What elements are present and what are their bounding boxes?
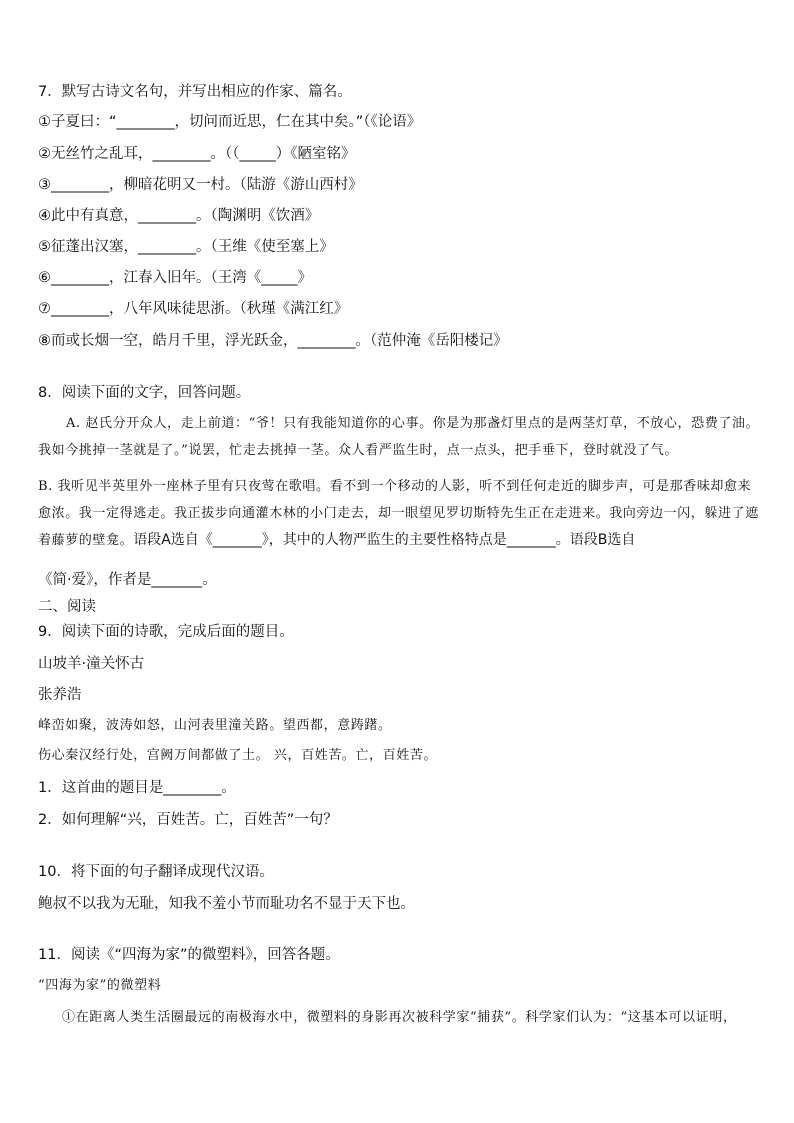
q11-article-title: “四海为家”的微塑料 bbox=[38, 978, 162, 993]
q11-paragraph-1: ①在距离人类生活圈最远的南极海水中，微塑料的身影再次被科学家“捕获”。科学家们认为：“这基本可以证明， bbox=[62, 1010, 737, 1025]
q7-item-3: ③________，柳暗花明又一村。（陆游《游山西村》 bbox=[38, 177, 363, 193]
q7-item-2: ②无丝竹之乱耳，________。（（_____）《陋室铭》 bbox=[38, 146, 356, 162]
q8-last-line: 《简·爱》，作者是_______。 bbox=[38, 572, 217, 588]
q7-item-8: ⑧而或长烟一空，皓月千里，浮光跃金，________。（范仲淹《岳阳楼记》 bbox=[38, 333, 508, 349]
q10-title: 10．将下面的句子翻译成现代汉语。 bbox=[38, 864, 274, 880]
q9-poem-title: 山坡羊·潼关怀古 bbox=[38, 656, 145, 672]
q7-item-7: ⑦________，八年风味徒思浙。（秋瑾《满江红》 bbox=[38, 301, 349, 317]
q9-title: 9．阅读下面的诗歌，完成后面的题目。 bbox=[38, 624, 294, 640]
q7-title: 7．默写古诗文名句，并写出相应的作家、篇名。 bbox=[38, 84, 352, 100]
q9-poem-line-1: 峰峦如聚，波涛如怒，山河表里潼关路。望西都，意踌躇。 bbox=[38, 718, 392, 733]
q8-passage-a: A. 赵氏分开众人，走上前道：“爷！只有我能知道你的心事。你是为那盏灯里点的是两茎灯草，不放心，恐费了油。我如今挑掉一茎就是了。”说罢，忙走去挑掉一茎。众人看严监生时，点一点头，把手垂下，登时就没了气。 bbox=[38, 416, 760, 458]
q11-title: 11．阅读《“四海为家”的微塑料》，回答各题。 bbox=[38, 947, 340, 963]
q7-item-6: ⑥________，江春入旧年。（王湾《_____》 bbox=[38, 270, 312, 286]
q9-author: 张养浩 bbox=[38, 687, 82, 703]
q8-question: 语段A选自《_______》，其中的人物严监生的主要性格特点是_______。语段B选自 bbox=[133, 532, 636, 548]
q7-item-4: ④此中有真意，________。（陶渊明《饮酒》 bbox=[38, 208, 320, 224]
q8-passage-b-text: B. 我听见半英里外一座林子里有只夜莺在歌唱。看不到一个移动的人影，听不到任何走近的脚步声，可是那香味却愈来愈浓。我一定得逃走。我正拔步向通灌木林的小门走去，却一眼望见罗切斯特先生正在走进来。我向旁边一闪，躲进了遮着藤萝的壁龛。 bbox=[38, 479, 759, 548]
section-heading: 二、阅读 bbox=[38, 599, 96, 615]
q8-title: 8．阅读下面的文字，回答问题。 bbox=[38, 385, 251, 401]
q9-sub-2: 2．如何理解“兴，百姓苦。亡，百姓苦”一句？ bbox=[38, 812, 338, 828]
q8-passage-b bbox=[38, 473, 764, 554]
q9-poem-line-2: 伤心秦汉经行处，宫阙万间都做了土。 兴，百姓苦。亡，百姓苦。 bbox=[38, 748, 438, 763]
q9-sub-1: 1．这首曲的题目是________。 bbox=[38, 780, 236, 796]
q7-item-5: ⑤征蓬出汉塞，________。（王维《使至塞上》 bbox=[38, 239, 334, 255]
q10-sentence: 鲍叔不以我为无耻，知我不羞小节而耻功名不显于天下也。 bbox=[38, 896, 415, 912]
q7-item-1: ①子夏曰：“________，切问而近思，仁在其中矣。”（《论语》 bbox=[38, 114, 422, 130]
